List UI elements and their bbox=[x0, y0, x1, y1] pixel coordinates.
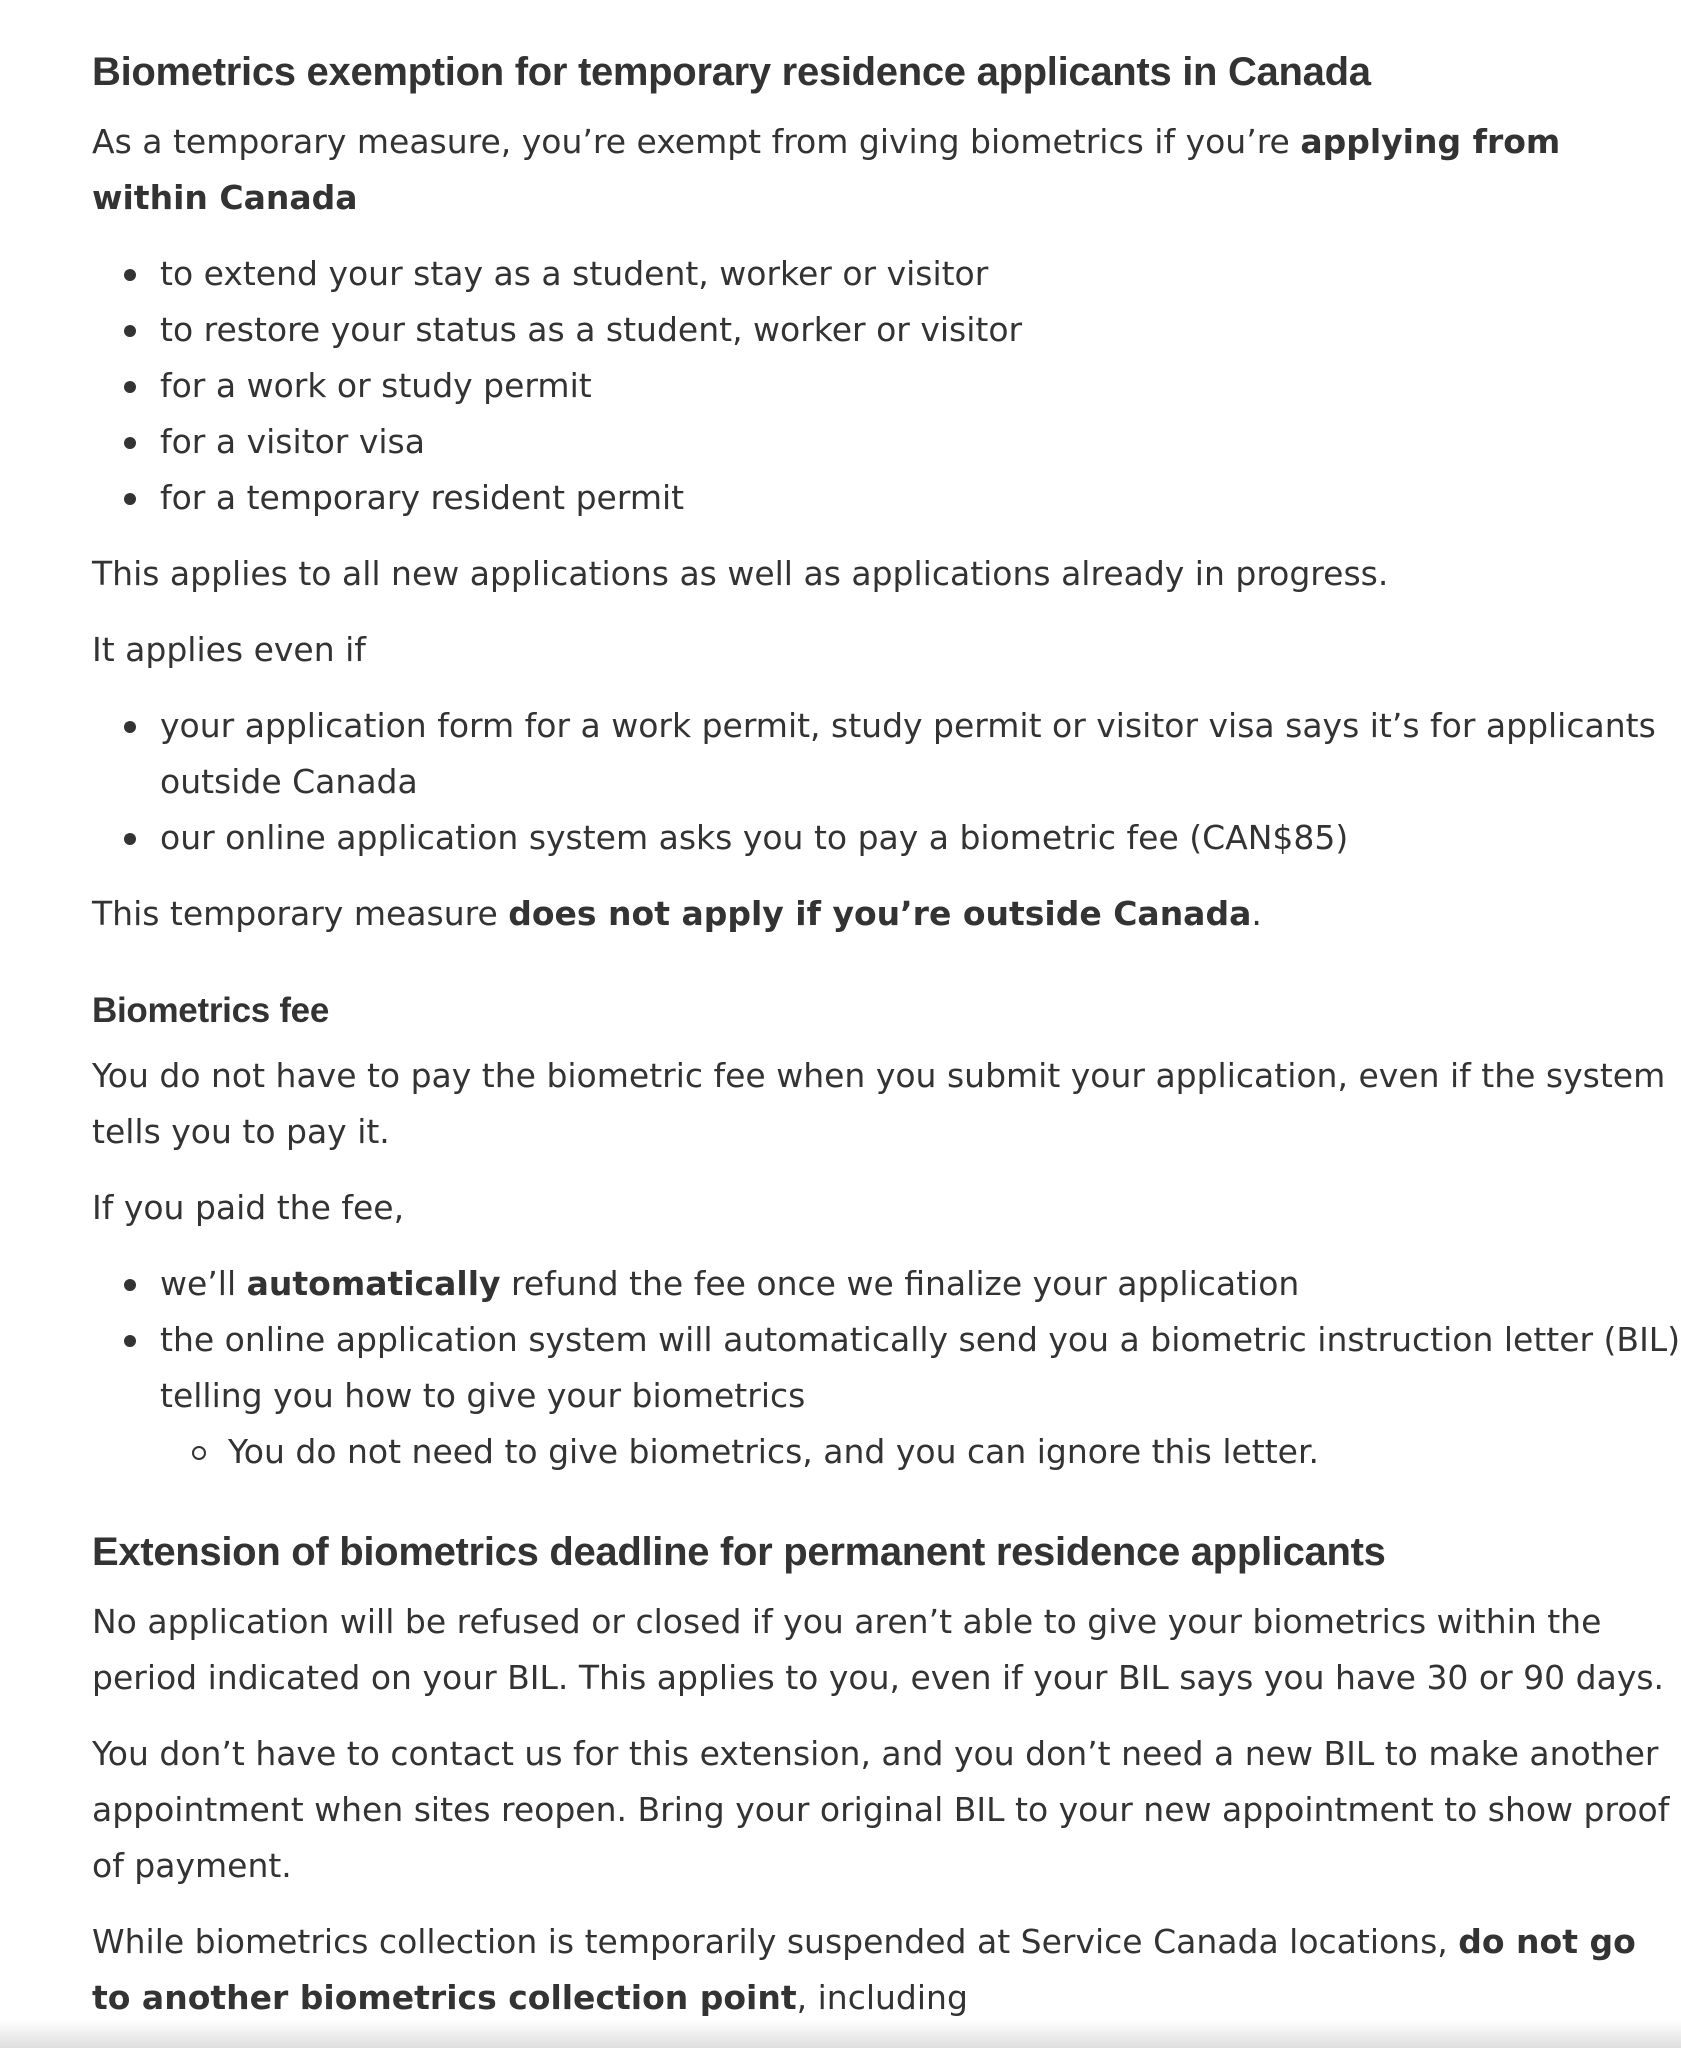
outside-canada-note: This temporary measure does not apply if you’re outside Canada. bbox=[92, 894, 1262, 933]
extension-paragraph-1: No application will be refused or closed if you aren’t able to give your biometrics within the period indicated on your BIL. This applies to you, even if your BIL says you have 30 or 90 days. bbox=[92, 1602, 1665, 1697]
nested-list bbox=[160, 1424, 1681, 1480]
list-item: the online application system will automatically send you a biometric instruction letter (BIL) telling you how to give your biometrics You do not need to give biometrics, and you can ignore this letter. bbox=[92, 1312, 1681, 1480]
applies-all-paragraph: This applies to all new applications as well as applications already in progress. bbox=[92, 554, 1389, 593]
list-item: for a temporary resident permit bbox=[92, 470, 1681, 526]
list-item: our online application system asks you to pay a biometric fee (CAN$85) bbox=[92, 810, 1681, 866]
applies-even-list bbox=[92, 698, 1681, 866]
heading-deadline-extension: Extension of biometrics deadline for permanent residence applicants bbox=[92, 1530, 1386, 1574]
scroll-edge-shadow bbox=[0, 2020, 1681, 2048]
nested-list-item: You do not need to give biometrics, and you can ignore this letter. bbox=[160, 1424, 1681, 1480]
list-item: to restore your status as a student, worker or visitor bbox=[92, 302, 1681, 358]
heading-biometrics-exemption: Biometrics exemption for temporary residence applicants in Canada bbox=[92, 50, 1371, 94]
refund-list bbox=[92, 1256, 1681, 1480]
list-item: your application form for a work permit, study permit or visitor visa says it’s for applicants outside Canada bbox=[92, 698, 1681, 810]
extension-paragraph-3: While biometrics collection is temporarily suspended at Service Canada locations, do not go to another biometrics collection point, including bbox=[92, 1922, 1636, 2017]
intro-emphasis: applying from within Canada bbox=[92, 122, 1561, 217]
heading-biometrics-fee: Biometrics fee bbox=[92, 991, 330, 1030]
paid-fee-paragraph: If you paid the fee, bbox=[92, 1188, 405, 1227]
exemption-list bbox=[92, 246, 1681, 526]
extension-paragraph-2: You don’t have to contact us for this extension, and you don’t need a new BIL to make another appointment when sites reopen. Bring your original BIL to your new appointment to show proof of payment. bbox=[92, 1734, 1670, 1885]
applies-even-paragraph: It applies even if bbox=[92, 630, 366, 669]
list-item: for a visitor visa bbox=[92, 414, 1681, 470]
list-item: to extend your stay as a student, worker or visitor bbox=[92, 246, 1681, 302]
list-item: for a work or study permit bbox=[92, 358, 1681, 414]
intro-paragraph: As a temporary measure, you’re exempt from giving biometrics if you’re applying from within Canada bbox=[92, 122, 1561, 217]
fee-paragraph: You do not have to pay the biometric fee when you submit your application, even if the system tells you to pay it. bbox=[92, 1056, 1666, 1151]
list-item: we’ll automatically refund the fee once we finalize your application bbox=[92, 1256, 1681, 1312]
article-content bbox=[92, 44, 1681, 2026]
